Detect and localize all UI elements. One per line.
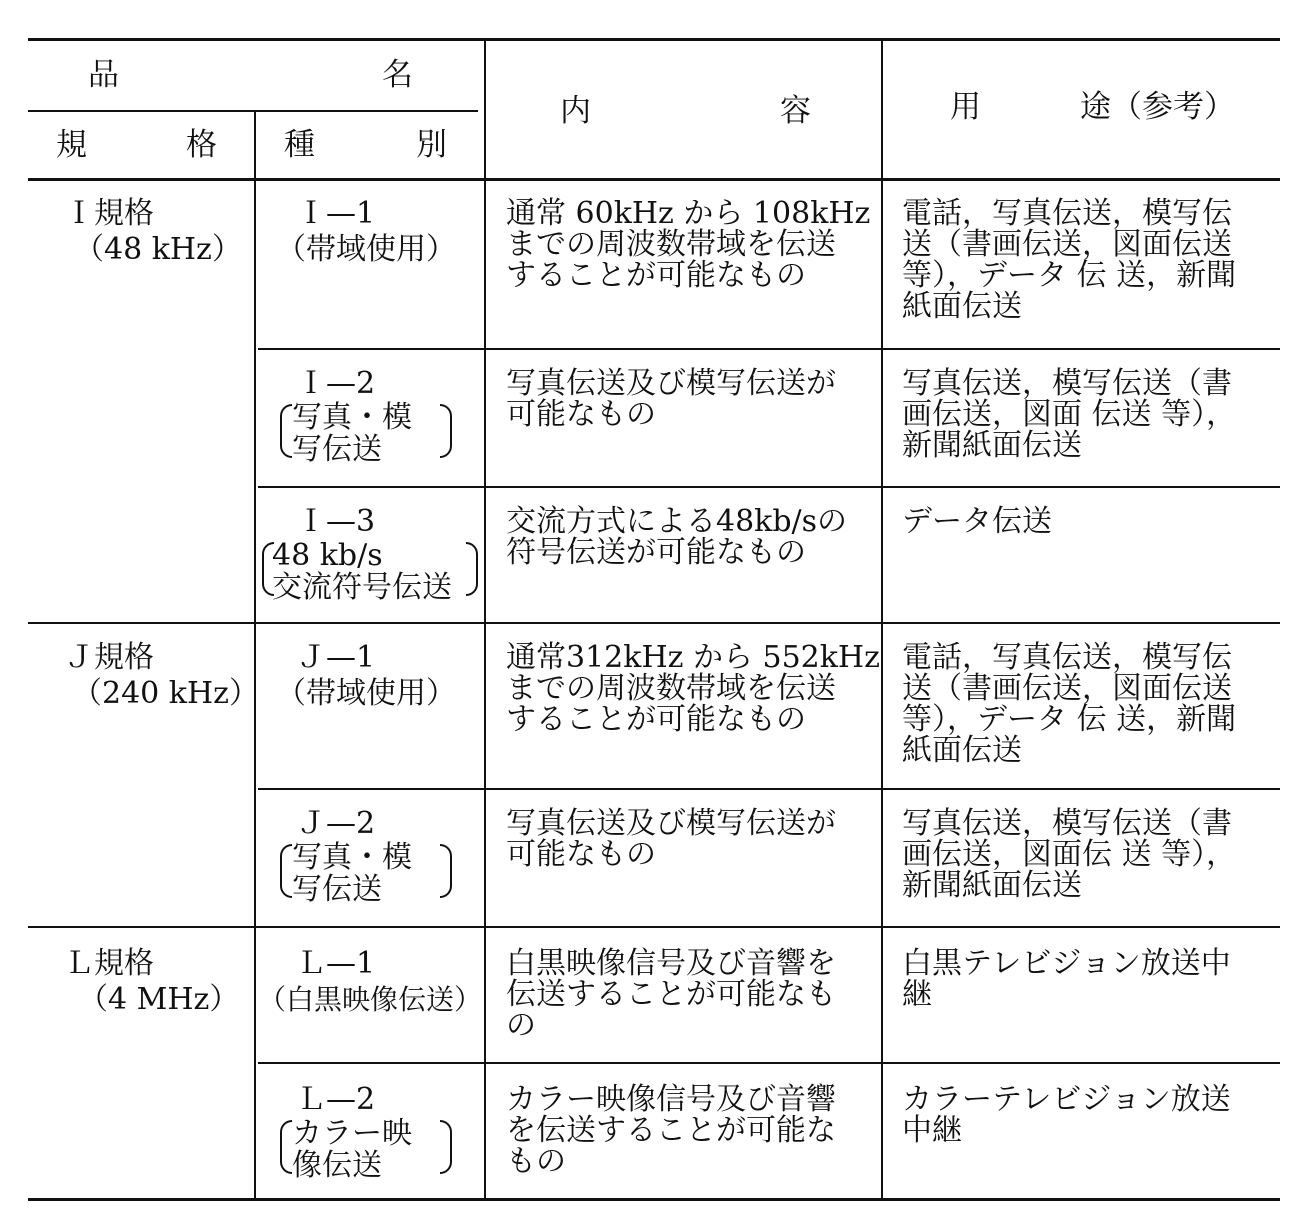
paren-open-i2: [280, 404, 292, 458]
paren-close-j2: [440, 844, 452, 898]
group-rule-l: [28, 926, 1280, 928]
kind-label-j2: 写真・模 写伝送: [292, 840, 412, 907]
content-l1: 白黒映像信号及び音響を 伝送することが可能なも の: [506, 946, 836, 1043]
row-rule-l1: [258, 1062, 1280, 1064]
spec-i-band: （48 kHz）: [74, 232, 242, 267]
usage-j2: 写真伝送，模写伝送（書 画伝送，図面伝 送 等）， 新聞紙面伝送: [902, 806, 1237, 903]
paren-close-i3: [466, 542, 478, 596]
header-hinmei-right: 名: [382, 57, 413, 93]
spec-j-name: Ｊ規格: [64, 640, 154, 675]
paren-close-i2: [440, 404, 452, 458]
row-rule-j1: [258, 788, 1280, 790]
spec-i-name: Ｉ規格: [64, 196, 154, 231]
col-rule-kind: [484, 40, 486, 1198]
usage-j1: 電話，写真伝送，模写伝 送（書画伝送，図面伝送 等），データ 伝 送，新聞 紙面伝送: [902, 640, 1237, 768]
content-i3: 交流方式による48kb/sの 符号伝送が可能なもの: [506, 504, 848, 570]
content-j1: 通常312kHz から 552kHz までの周波数帯域を伝送 することが可能なもの: [506, 640, 880, 737]
kind-label-j1: （帯域使用）: [276, 676, 456, 711]
paren-close-l2: [440, 1120, 452, 1174]
paren-open-j2: [280, 844, 292, 898]
paren-open-l2: [280, 1120, 292, 1174]
content-l2: カラー映像信号及び音響 を伝送することが可能な もの: [506, 1082, 836, 1179]
kind-code-j1: Ｊ—1: [296, 640, 376, 675]
kind-label-l2: カラー映 像伝送: [292, 1116, 412, 1183]
kind-label-i2: 写真・模 写伝送: [292, 400, 412, 467]
group-rule-j: [28, 622, 1280, 624]
header-yoto-2: 途（参考）: [1080, 89, 1235, 125]
kind-code-i2: Ｉ—2: [296, 366, 376, 401]
header-shubetsu-1: 種: [284, 127, 315, 163]
kind-code-i1: Ｉ—1: [296, 196, 376, 231]
content-i2: 写真伝送及び模写伝送が 可能なもの: [506, 366, 836, 432]
kind-label-l1: （白黒映像伝送）: [258, 983, 483, 1016]
header-naiyo-1: 内: [560, 93, 591, 129]
usage-i3: データ伝送: [902, 504, 1052, 539]
row-rule-i2: [258, 486, 1280, 488]
header-shubetsu-2: 別: [416, 127, 447, 163]
kind-code-i3: Ｉ—3: [296, 504, 376, 539]
header-hinmei-left: 品: [88, 57, 119, 93]
usage-i2: 写真伝送，模写伝送（書 画伝送，図面 伝送 等）， 新聞紙面伝送: [902, 366, 1237, 463]
col-rule-spec: [254, 112, 256, 1198]
kind-code-l1: Ｌ—1: [296, 946, 376, 981]
header-split-rule: [28, 110, 478, 112]
usage-i1: 電話，写真伝送，模写伝 送（書画伝送，図面伝送 等），データ 伝 送，新聞 紙面伝送: [902, 196, 1237, 324]
kind-label-i1: （帯域使用）: [276, 232, 456, 267]
spec-j-band: （240 kHz）: [72, 676, 259, 711]
kind-code-j2: Ｊ—2: [296, 806, 376, 841]
header-yoto-1: 用: [950, 89, 981, 125]
spec-l-band: （4 MHz）: [78, 982, 240, 1017]
row-rule-i1: [258, 348, 1280, 350]
content-i1: 通常 60kHz から 108kHz までの周波数帯域を伝送 することが可能なもの: [506, 196, 871, 293]
header-naiyo-2: 容: [780, 93, 811, 129]
table-top-rule: [28, 38, 1280, 41]
header-kikaku-2: 格: [186, 127, 217, 163]
kind-label-i3: 48 kb/s 交流符号伝送: [272, 538, 452, 605]
kind-code-l2: Ｌ—2: [296, 1082, 376, 1117]
header-bottom-rule: [28, 178, 1280, 181]
spec-l-name: Ｌ規格: [64, 946, 154, 981]
content-j2: 写真伝送及び模写伝送が 可能なもの: [506, 806, 836, 872]
col-rule-content: [881, 40, 883, 1198]
header-kikaku-1: 規: [56, 127, 87, 163]
usage-l1: 白黒テレビジョン放送中 継: [902, 946, 1231, 1012]
table-bottom-rule: [28, 1198, 1280, 1201]
usage-l2: カラーテレビジョン放送 中継: [902, 1082, 1231, 1148]
